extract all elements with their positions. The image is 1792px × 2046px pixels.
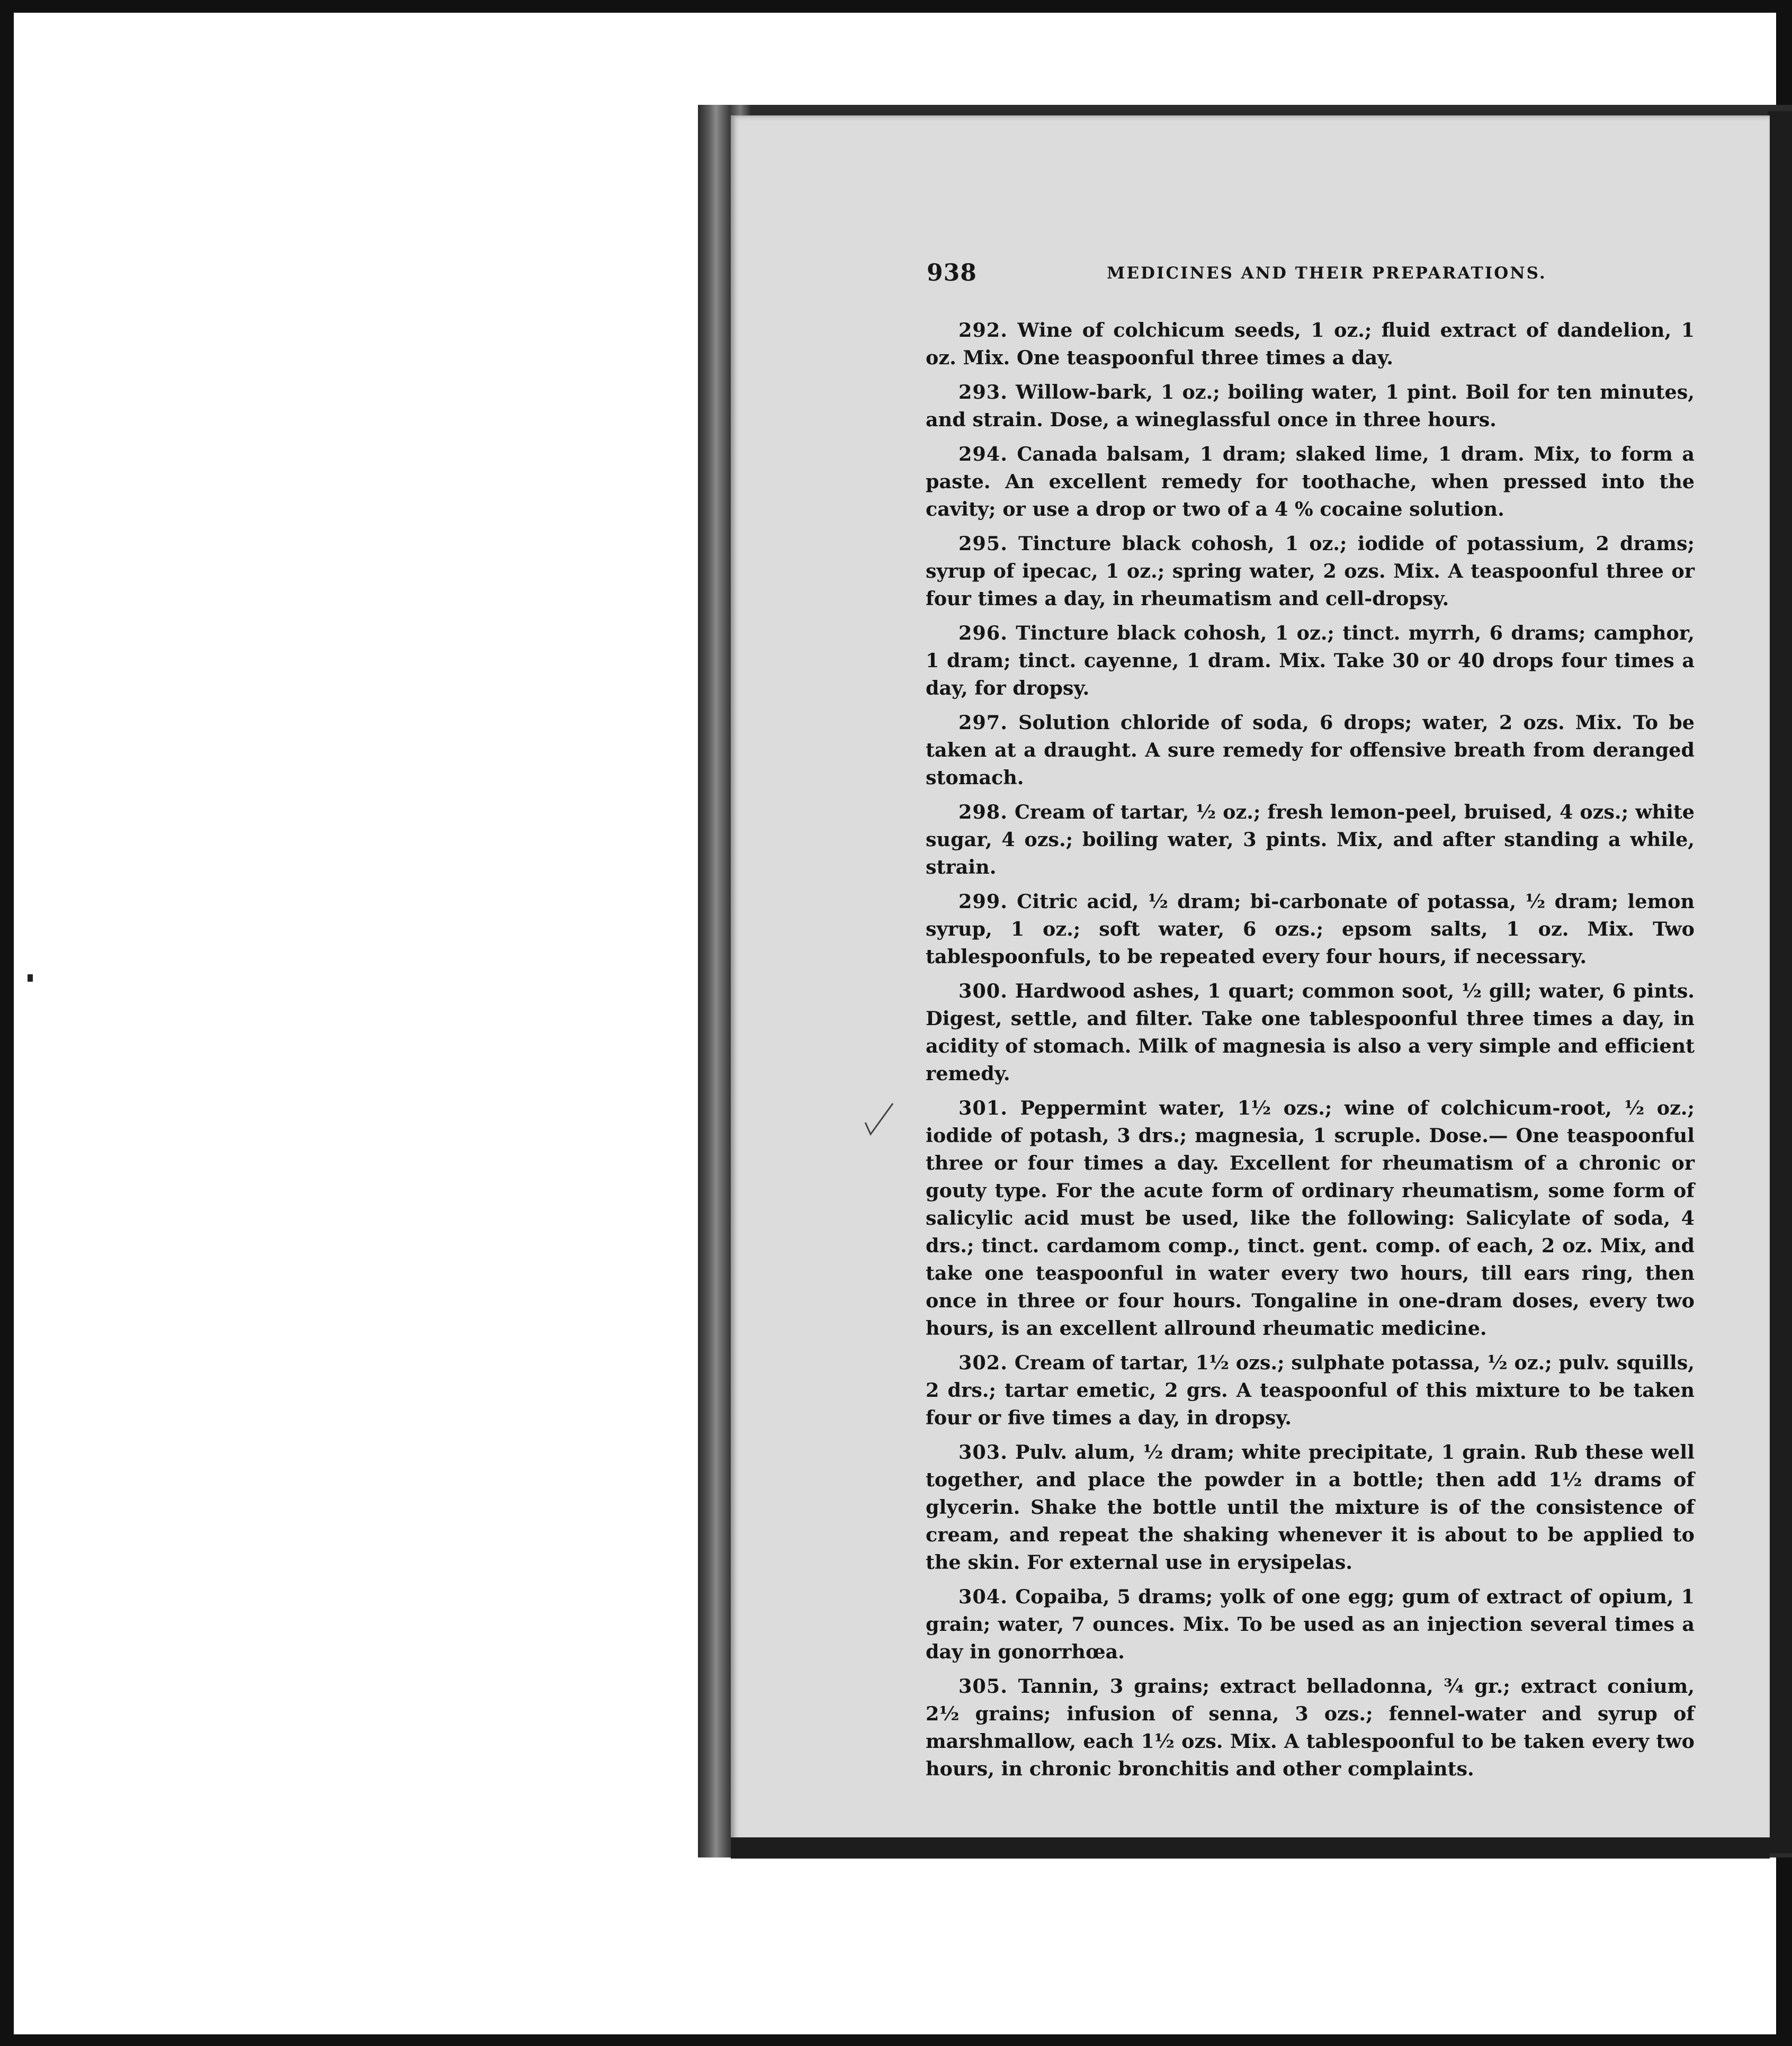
- recipe-entry: [926, 888, 1695, 971]
- recipe-text: Tincture black cohosh, 1 oz.; tinct. myrrh, 6 drams; camphor, 1 dram; tinct. cayenne, 1 dram. Mix. Take 30 or 40 drops four times a day, for dropsy.: [926, 622, 1695, 699]
- recipe-text: Solution chloride of soda, 6 drops; water, 2 ozs. Mix. To be taken at a draught. A sure remedy for offensive breath from deranged stomach.: [926, 711, 1695, 789]
- recipe-number: 302.: [958, 1351, 1008, 1374]
- recipe-number: 297.: [958, 711, 1008, 734]
- recipe-text: Cream of tartar, ½ oz.; fresh lemon-peel, bruised, 4 ozs.; white sugar, 4 ozs.; boiling water, 3 pints. Mix, and after standing a while, strain.: [926, 801, 1695, 878]
- recipe-text: Tincture black cohosh, 1 oz.; iodide of potassium, 2 drams; syrup of ipecac, 1 oz.; spring water, 2 ozs. Mix. A teaspoonful three or four times a day, in rheumatism and cell-dropsy.: [926, 532, 1695, 610]
- recipe-text: Tannin, 3 grains; extract belladonna, ¾ gr.; extract conium, 2½ grains; infusion of senna, 3 ozs.; fennel-water and syrup of marshmallow, each 1½ ozs. Mix. A tablespoonful to be taken every two hours, in chronic bronchitis and other complaints.: [926, 1675, 1695, 1780]
- recipe-text: Willow-bark, 1 oz.; boiling water, 1 pint. Boil for ten minutes, and strain. Dose, a wineglassful once in three hours.: [926, 381, 1695, 431]
- recipe-text: Pulv. alum, ½ dram; white precipitate, 1 grain. Rub these well together, and place the powder in a bottle; then add 1½ drams of glycerin. Shake the bottle until the mixture is of the consistence of cream, and repeat the shaking whenever it is about to be applied to the skin. For external use in erysipelas.: [926, 1441, 1695, 1574]
- recipe-entry: [926, 317, 1695, 372]
- recipe-number: 301.: [958, 1097, 1008, 1119]
- running-title: MEDICINES AND THEIR PREPARATIONS.: [1107, 264, 1547, 283]
- recipe-entry: [926, 709, 1695, 792]
- recipe-number: 303.: [958, 1441, 1008, 1464]
- recipe-number: 298.: [958, 801, 1008, 823]
- recipe-number: 305.: [958, 1675, 1008, 1698]
- recipe-entry: [926, 530, 1695, 613]
- pencil-check-mark-icon: [863, 1101, 895, 1138]
- recipe-entry: [926, 441, 1695, 523]
- recipe-text: Wine of colchicum seeds, 1 oz.; fluid extract of dandelion, 1 oz. Mix. One teaspoonful three times a day.: [926, 319, 1695, 369]
- recipe-entry: [926, 798, 1695, 881]
- recipe-text: Canada balsam, 1 dram; slaked lime, 1 dram. Mix, to form a paste. An excellent remedy for toothache, when pressed into the cavity; or use a drop or two of a 4 % cocaine solution.: [926, 443, 1695, 521]
- recipe-number: 304.: [958, 1585, 1008, 1608]
- recipe-number: 300.: [958, 980, 1008, 1002]
- recipe-text: Hardwood ashes, 1 quart; common soot, ½ gill; water, 6 pints. Digest, settle, and filter. Take one tablespoonful three times a day, in acidity of stomach. Milk of magnesia is also a very simple and efficient remedy.: [926, 980, 1695, 1085]
- recipe-number: 295.: [958, 532, 1008, 555]
- page-body: [926, 317, 1695, 1790]
- recipe-entry: [926, 1673, 1695, 1783]
- scan-border-left: [0, 0, 14, 2046]
- recipe-entry: [926, 379, 1695, 434]
- recipe-number: 293.: [958, 381, 1008, 403]
- recipe-number: 296.: [958, 622, 1008, 644]
- recipe-entry: [926, 1439, 1695, 1576]
- recipe-number: 299.: [958, 890, 1008, 913]
- recipe-text: Copaiba, 5 drams; yolk of one egg; gum of extract of opium, 1 grain; water, 7 ounces. Mix. To be used as an injection several times a day in gonorrhœa.: [926, 1585, 1695, 1663]
- recipe-text: Cream of tartar, 1½ ozs.; sulphate potassa, ½ oz.; pulv. squills, 2 drs.; tartar emetic, 2 grs. A teaspoonful of this mixture to be taken four or five times a day, in dropsy.: [926, 1351, 1695, 1429]
- scan-border-bottom: [0, 2034, 1792, 2046]
- recipe-number: 292.: [958, 319, 1008, 342]
- recipe-entry: [926, 620, 1695, 702]
- recipe-entry: [926, 1583, 1695, 1666]
- recipe-number: 294.: [958, 443, 1008, 465]
- page-header: [927, 259, 1705, 291]
- page-number: 938: [927, 259, 977, 286]
- recipe-text: Citric acid, ½ dram; bi-carbonate of potassa, ½ dram; lemon syrup, 1 oz.; soft water, 6 ozs.; epsom salts, 1 oz. Mix. Two tablespoonfuls, to be repeated every four hours, if necessary.: [926, 890, 1695, 968]
- recipe-entry: [926, 977, 1695, 1088]
- margin-mark: [28, 974, 33, 982]
- recipe-entry: [926, 1094, 1695, 1342]
- book-right-edge: [1768, 111, 1792, 1853]
- scan-border-top: [0, 0, 1792, 13]
- recipe-entry: [926, 1349, 1695, 1432]
- page-bottom-shadow: [731, 1837, 1770, 1859]
- recipe-text: Peppermint water, 1½ ozs.; wine of colchicum-root, ½ oz.; iodide of potash, 3 drs.; magnesia, 1 scruple. Dose.— One teaspoonful three or four times a day. Excellent for rheumatism of a chronic or gouty type. For the acute form of ordinary rheumatism, some form of salicylic acid must be used, like the following: Salicylate of soda, 4 drs.; tinct. cardamom comp., tinct. gent. comp. of each, 2 oz. Mix, and take one teaspoonful in water every two hours, till ears ring, then once in three or four hours. Tongaline in one-dram doses, every two hours, is an excellent allround rheumatic medicine.: [926, 1097, 1695, 1340]
